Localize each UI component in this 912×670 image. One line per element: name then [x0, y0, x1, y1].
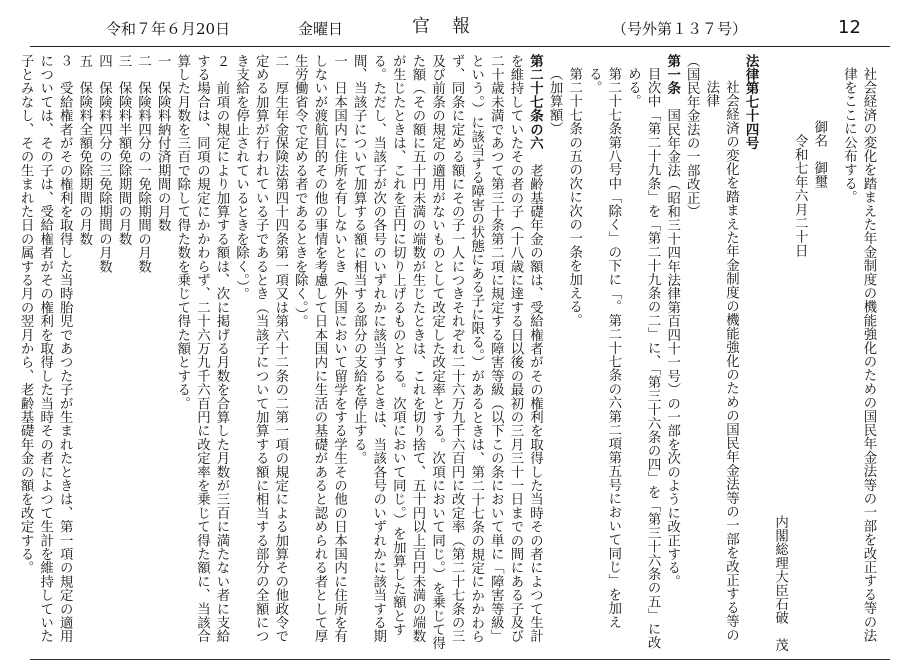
article-27-6: [349, 54, 545, 652]
paragraph-2: ２ 前項の規定により加算する額は、次に掲げる月数を合算した月数が三百に満たない者に支給する場合は、同項の規定にかかわらず、二十六万九千六百円に改定率を乗じて得た額に、当該合算した月数を三百で除して得た数を乗じて得た額とする。: [174, 54, 229, 644]
part-heading: （国民年金法の一部改正）: [684, 54, 700, 219]
list-item: 二 厚生年金保険法第四十四条第一項又は第六十二条の二第一項の規定による加算その他政令で定める加算が行われている子であるとき（当該子について加算する額に相当する部分の全額につき支給を停止されているときを除く。）。: [233, 54, 288, 644]
law-title: 社会経済の変化を踏まえた年金制度の機能強化のための国民年金法等の一部を改正する等の法律: [703, 80, 739, 642]
list-item: 五 保険料全額免除期間の月数: [76, 54, 92, 246]
gazette-title: 官報: [412, 16, 492, 37]
article-1: [662, 54, 682, 652]
law-body: [18, 54, 878, 652]
signature-line: [770, 54, 790, 652]
list-item: 一 保険料納付済期間の月数: [155, 54, 171, 233]
list-item: 二 保険料四分の一免除期間の月数: [135, 54, 151, 274]
signer-title: 内閣総理大臣: [772, 514, 788, 598]
article-1-label: 第一条: [664, 54, 680, 96]
article-1-text: 国民年金法（昭和三十四年法律第百四十一号）の一部を次のように改正する。: [664, 108, 680, 589]
article-27-6-label: 第二十七条の六: [527, 54, 543, 150]
law-number: 法律第七十四号: [743, 54, 759, 150]
imperial-seal: 御名 御璽: [811, 120, 827, 189]
article-caption: （加算額）: [547, 67, 563, 136]
issue-weekday: 金曜日: [298, 20, 344, 38]
amendment-article-27: 第二十七条第八号中「除く」の下に「。第二十七条の六第二項第五号において同じ」を加える。: [586, 67, 621, 629]
intro-paragraph: 社会経済の変化を踏まえた年金制度の機能強化のための国民年金法等の一部を改正する等の法律をここに公布する。: [841, 67, 876, 643]
amendment-insert-article: 第二十七条の五の次に次の一条を加える。: [566, 67, 582, 328]
signer-name: 石破 茂: [772, 597, 788, 652]
amendment-table-of-contents: 目次中「第二十九条」を「第二十九条の二」に、「第三十六条の四」を「第三十六条の五」に改める。: [625, 67, 661, 650]
list-item: 一 日本国内に住所を有しないとき（外国において留学をする学生その他の日本国内に住所を有しないが渡航目的その他の事情を考慮して日本国内に生活の基礎があると認められる者として厚生労働省令で定める者であるときを除く。）。: [292, 54, 347, 644]
page-number: 12: [838, 17, 861, 38]
header-rule: [30, 46, 890, 47]
article-27-6-text: 老齢基礎年金の額は、受給権者がその権利を取得した当時その者によつて生計を維持していたその者の子（十八歳に達する日以後の最初の三月三十一日までの間にある子及び二十歳未満であつて第三十条第二項に規定する障害等級（以下この条において単に「障害等級」という。）に該当する障害の状態にある子に限る。）があるときは、第二十七条の規定にかかわらず、同条に定める額にその子一人につきそれぞれ二十六万九千六百円に改定率（第二十七条の三及び前条の規定の適用がないものとして改定した改定率とする。次項において同じ。）を乗じて得た額（その額に五十円未満の端数が生じたときは、これを切り捨て、五十円以上百円未満の端数が生じたときは、これを百円に切り上げるものとする。次項において同じ。）を加算した額とする。ただし、当該子が次の各号のいずれかに該当するときは、当該各号のいずれかに該当する期間、当該子について加算する額に相当する部分の支給を停止する。: [351, 54, 543, 651]
issue-date: 令和７年６月20日: [106, 20, 231, 38]
list-item: 四 保険料四分の三免除期間の月数: [96, 54, 112, 274]
paragraph-3: ３ 受給権者がその権利を取得した当時胎児であつた子が生まれたときは、第一項の規定の適用については、その子は、受給権者がその権利を取得した当時その者によつて生計を維持していた子とみなし、その生まれた日の属する月の翌月から、老齢基礎年金の額を改定する。: [18, 54, 73, 644]
gazette-header: [0, 0, 912, 46]
footer-rule: [30, 659, 890, 660]
promulgation-date: 令和七年六月二十日: [792, 134, 808, 258]
list-item: 三 保険料半額免除期間の月数: [116, 54, 132, 246]
issue-number: （号外第１３７号）: [612, 20, 748, 38]
